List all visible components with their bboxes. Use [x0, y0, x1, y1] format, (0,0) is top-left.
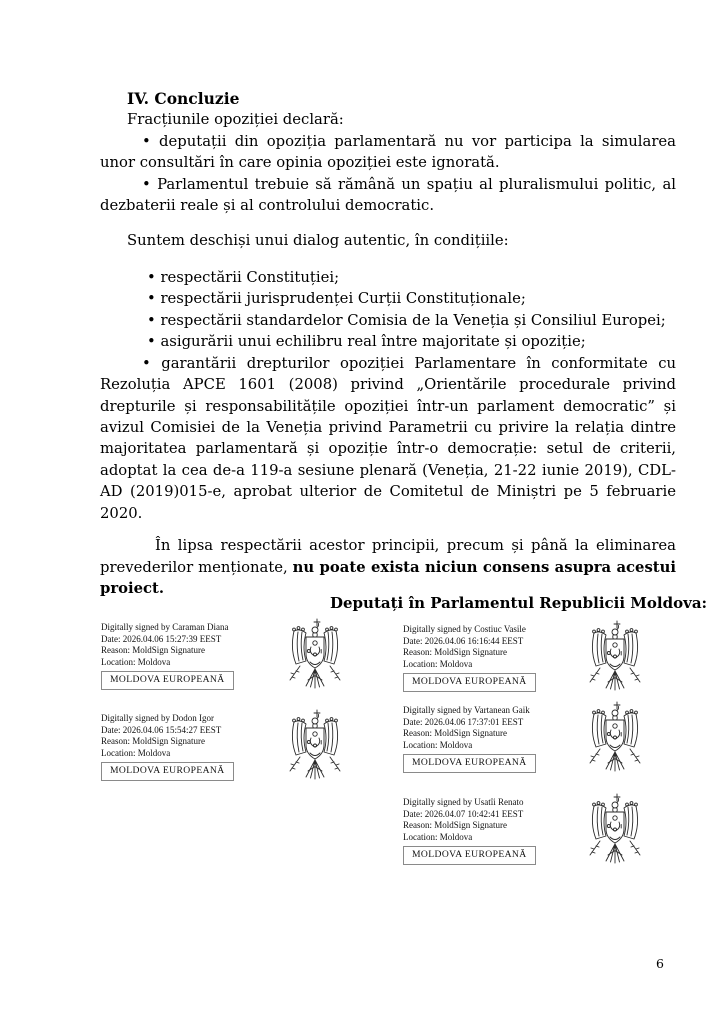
moldova-coat-of-arms-icon	[584, 620, 646, 694]
closing-bold-text: nu poate exista niciun consens asupra acestui proiect.	[100, 558, 676, 597]
sig-badge: MOLDOVA EUROPEANĂ	[403, 673, 536, 692]
sig-signed-by: Digitally signed by Costiuc Vasile	[403, 624, 526, 634]
sig-location: Location: Moldova	[403, 658, 473, 669]
moldova-coat-of-arms-icon	[584, 701, 646, 775]
signature-block	[403, 797, 613, 865]
sig-location: Location: Moldova	[403, 739, 473, 750]
moldova-coat-of-arms-icon	[284, 709, 346, 783]
sig-signed-by: Digitally signed by Vartanean Gaik	[403, 705, 530, 715]
sig-signed-by: Digitally signed by Usatîi Renato	[403, 797, 524, 807]
sig-date: Date: 2026.04.07 10:42:41 EEST	[403, 808, 524, 819]
sig-location: Location: Moldova	[101, 656, 171, 667]
sig-signed-by: Digitally signed by Dodon Igor	[101, 713, 214, 723]
signature-block	[403, 705, 613, 773]
condition-item: • respectării Constituției;	[147, 267, 676, 289]
declaration-bullet: • Parlamentul trebuie să rămână un spațiu al pluralismului politic, al dezbaterii reale și al controlului democratic.	[100, 174, 676, 217]
page-number: 6	[656, 956, 664, 971]
closing-text: În lipsa respectării acestor principii, precum și până la eliminarea prevederilor menționate,	[100, 537, 676, 576]
sig-location: Location: Moldova	[403, 831, 473, 842]
sig-reason: Reason: MoldSign Signature	[101, 645, 205, 656]
sig-location: Location: Moldova	[101, 747, 171, 758]
signature-block	[101, 622, 311, 690]
moldova-coat-of-arms-icon	[584, 793, 646, 867]
declaration-bullet: • deputații din opoziția parlamentară nu vor participa la simularea unor consultări în care opinia opoziției este ignorată.	[100, 131, 676, 174]
sig-date: Date: 2026.04.06 16:16:44 EEST	[403, 635, 524, 646]
sig-date: Date: 2026.04.06 15:27:39 EEST	[101, 633, 222, 644]
guarantee-paragraph: • garantării drepturilor opoziției Parlamentare în conformitate cu Rezoluția APCE 1601 (2008) privind „Orientările procedurale privind drepturile și responsabilitățile opoziției într-un parlament democratic” și avizul Comisiei de la Veneția privind Parametrii cu privire la relația dintre majoritatea parlamentară și opoziție într-o democrație: setul de criterii, adoptat la cea de-a 119-a sesiune plenară (Veneția, 21-22 iunie 2019), CDL-AD (2019)015-e, aprobat ulterior de Comitetul de Miniștri pe 5 februarie 2020.	[100, 353, 676, 524]
document-body	[100, 88, 676, 599]
sig-signed-by: Digitally signed by Caraman Diana	[101, 622, 229, 632]
sig-date: Date: 2026.04.06 15:54:27 EEST	[101, 724, 222, 735]
section-title: IV. Concluzie	[127, 89, 240, 108]
sig-badge: MOLDOVA EUROPEANĂ	[403, 754, 536, 773]
condition-item: • respectării standardelor Comisia de la Veneția și Consiliul Europei;	[147, 310, 676, 332]
conditions-list	[100, 267, 676, 353]
sig-date: Date: 2026.04.06 17:37:01 EEST	[403, 716, 524, 727]
sig-reason: Reason: MoldSign Signature	[403, 728, 507, 739]
dialog-intro-paragraph: Suntem deschiși unui dialog autentic, în condițiile:	[127, 232, 509, 250]
sig-reason: Reason: MoldSign Signature	[101, 736, 205, 747]
signature-block	[403, 624, 613, 692]
condition-item: • respectării jurisprudenței Curții Constituționale;	[147, 288, 676, 310]
signature-block	[101, 713, 311, 781]
sig-badge: MOLDOVA EUROPEANĂ	[101, 762, 234, 781]
sig-reason: Reason: MoldSign Signature	[403, 820, 507, 831]
signatures-heading: Deputați în Parlamentul Republicii Moldova:	[330, 594, 708, 612]
sig-badge: MOLDOVA EUROPEANĂ	[101, 671, 234, 690]
intro-paragraph: Fracțiunile opoziției declară:	[127, 111, 344, 129]
sig-badge: MOLDOVA EUROPEANĂ	[403, 846, 536, 865]
moldova-coat-of-arms-icon	[284, 618, 346, 692]
sig-reason: Reason: MoldSign Signature	[403, 647, 507, 658]
closing-paragraph	[100, 535, 676, 599]
condition-item: • asigurării unui echilibru real între majoritate și opoziție;	[147, 331, 676, 353]
